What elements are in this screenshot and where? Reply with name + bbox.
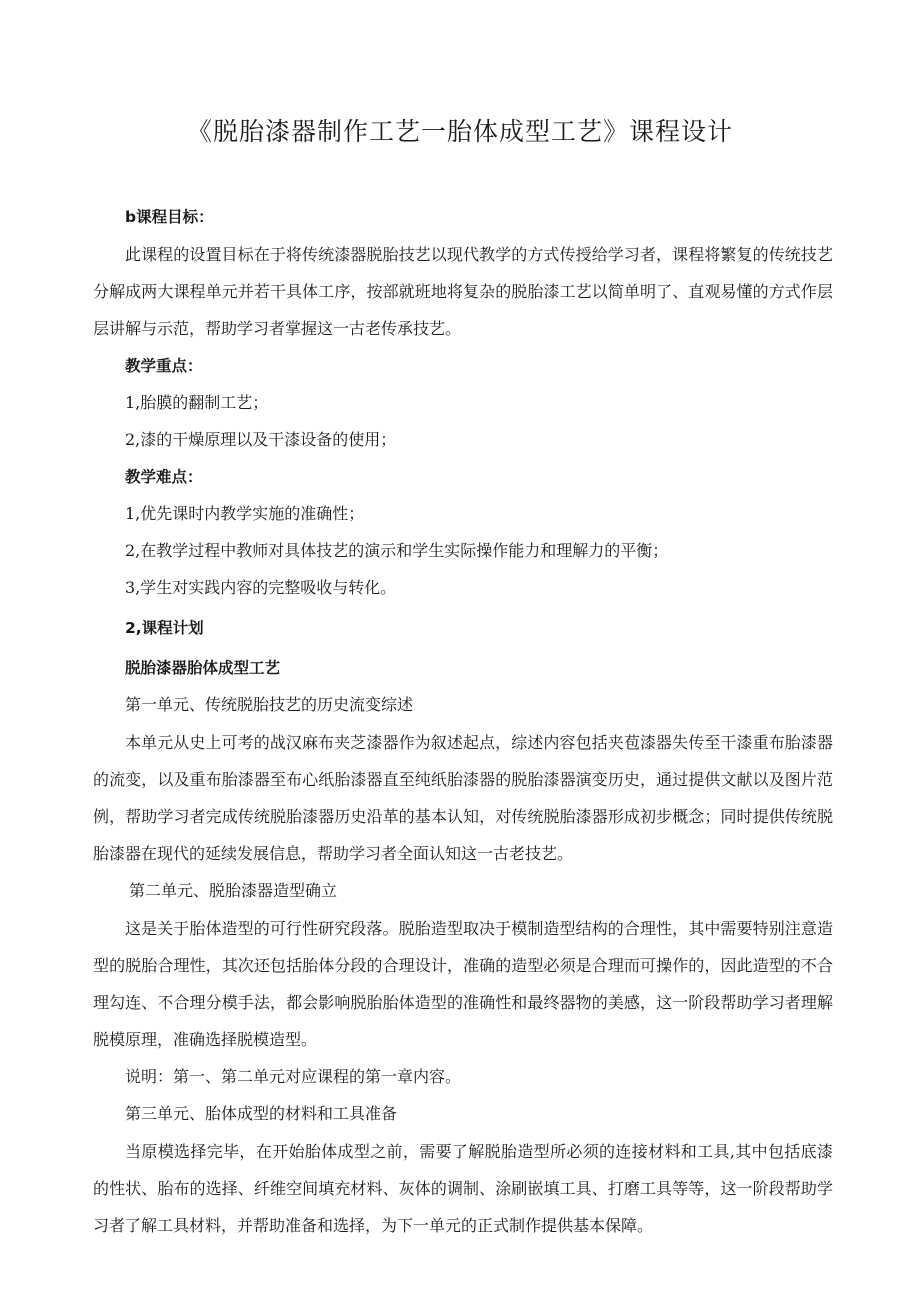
key-point-item: 1,胎膜的翻制工艺； — [125, 393, 269, 412]
document-title: 《脱胎漆器制作工艺一胎体成型工艺》课程设计 — [186, 117, 733, 146]
unit2-paragraph: 这是关于胎体造型的可行性研究段落。脱胎造型取决于模制造型结构的合理性，其中需要特别注意造型的脱胎合理性，其次还包括胎体分段的合理设计，准确的造型必须是合理而可操作的，因此造型的不合理勾连、不合理分模手法，都会影响脱胎胎体造型的准确性和最终器物的美感，这一阶段帮助学习者理解脱模原理，准确选择脱模造型。 — [93, 919, 833, 1049]
unit1-title: 第一单元、传统脱胎技艺的历史流变综述 — [125, 695, 414, 714]
difficulties-heading: 教学难点： — [125, 468, 203, 486]
document-body — [93, 200, 833, 1244]
difficulty-item: 1,优先课时内教学实施的准确性； — [125, 504, 365, 523]
key-points-heading: 教学重点： — [125, 357, 203, 375]
objectives-paragraph: 此课程的设置目标在于将传统漆器脱胎技艺以现代教学的方式传授给学习者，课程将繁复的传统技艺分解成两大课程单元并若干具体工序，按部就班地将复杂的脱胎漆工艺以简单明了、直观易懂的方式作层层讲解与示范，帮助学习者掌握这一古老传承技艺。 — [93, 245, 833, 338]
objectives-heading: b课程目标： — [125, 208, 214, 226]
unit3-paragraph: 当原模选择完毕，在开始胎体成型之前，需要了解脱胎造型所必须的连接材料和工具,其中包括底漆的性状、胎布的选择、纤维空间填充材料、灰体的调制、涂刷嵌填工具、打磨工具等等，这一阶段帮助学习者了解工具材料，并帮助准备和选择，为下一单元的正式制作提供基本保障。 — [93, 1142, 833, 1235]
plan-heading: 2,课程计划 — [125, 619, 204, 637]
difficulty-item: 3,学生对实践内容的完整吸收与转化。 — [125, 578, 397, 597]
difficulty-item: 2,在教学过程中教师对具体技艺的演示和学生实际操作能力和理解力的平衡； — [125, 541, 669, 560]
unit3-title: 第三单元、胎体成型的材料和工具准备 — [125, 1104, 398, 1123]
key-point-item: 2,漆的干燥原理以及干漆设备的使用； — [125, 430, 397, 449]
unit2-title: 第二单元、脱胎漆器造型确立 — [129, 881, 338, 900]
unit1-paragraph: 本单元从史上可考的战汉麻布夹芝漆器作为叙述起点，综述内容包括夹苞漆器失传至干漆重布胎漆器的流变，以及重布胎漆器至布心纸胎漆器直至纯纸胎漆器的脱胎漆器演变历史，通过提供文献以及图片范例，帮助学习者完成传统脱胎漆器历史沿革的基本认知，对传统脱胎漆器形成初步概念；同时提供传统脱胎漆器在现代的延续发展信息，帮助学习者全面认知这一古老技艺。 — [93, 733, 833, 863]
note-text: 说明：第一、第二单元对应课程的第一章内容。 — [125, 1067, 462, 1086]
plan-subheading: 脱胎漆器胎体成型工艺 — [125, 659, 281, 677]
